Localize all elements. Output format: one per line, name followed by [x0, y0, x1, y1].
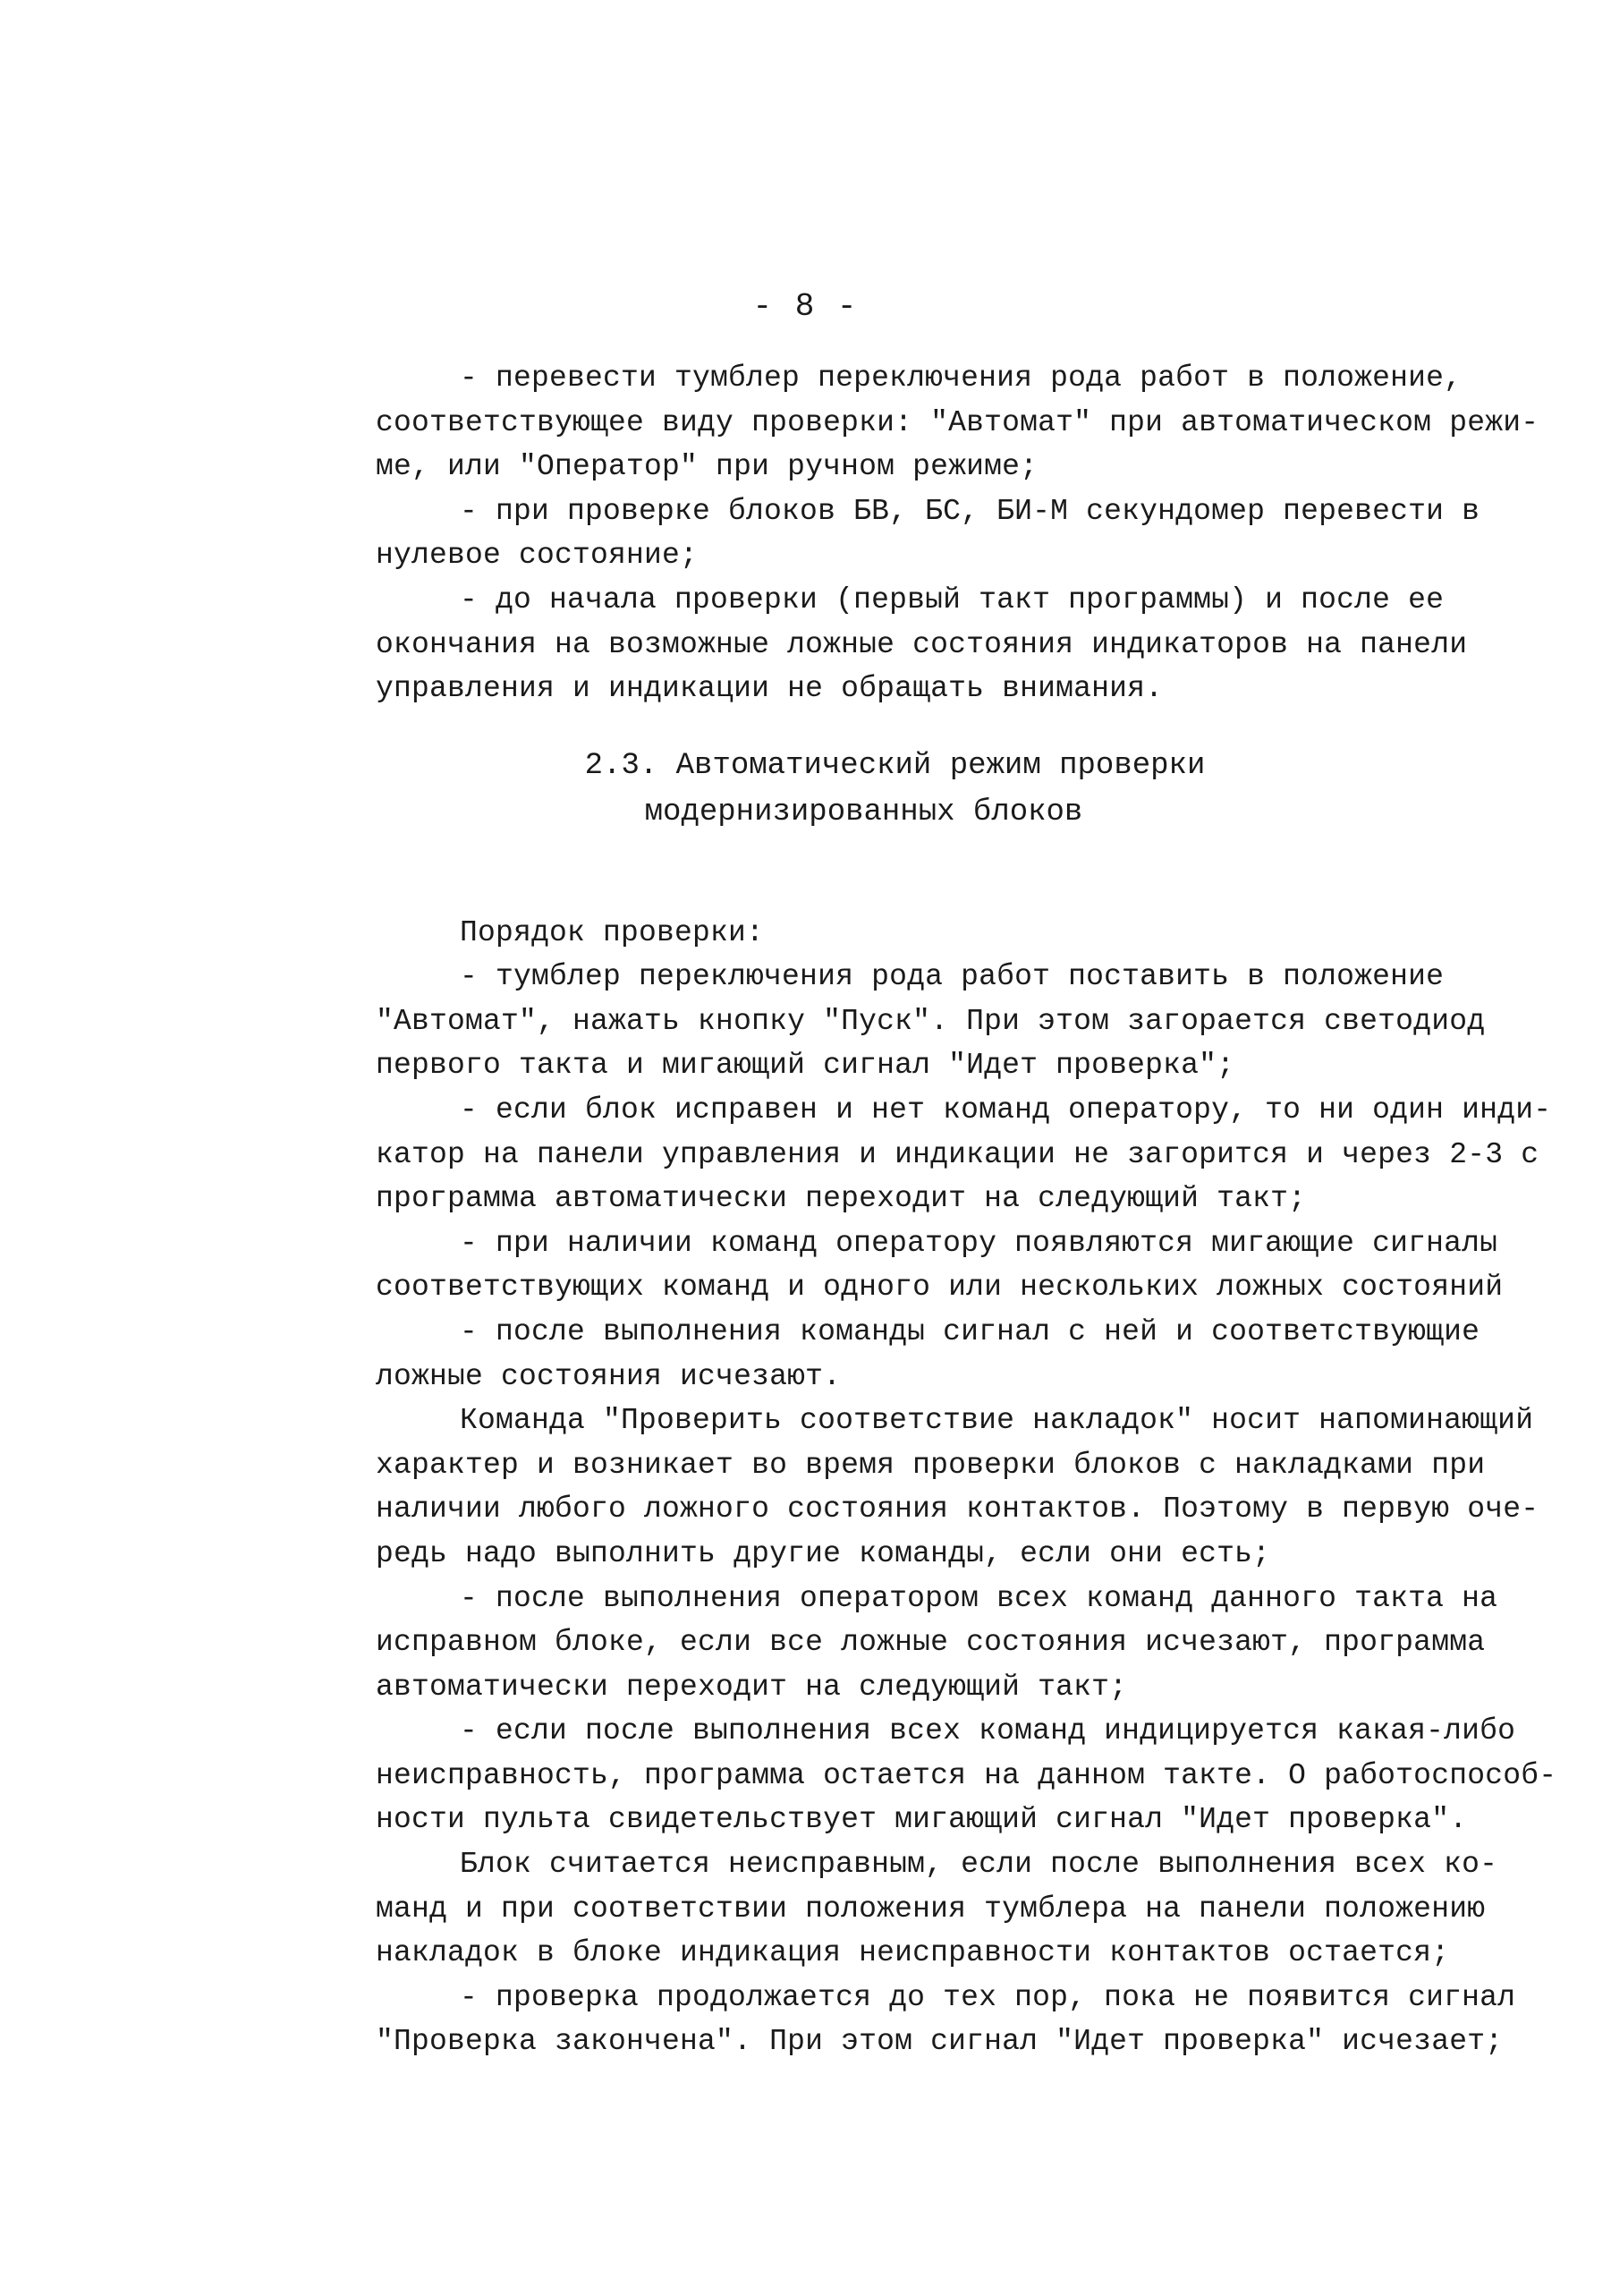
text-line: - тумблер переключения рода работ поставить в положение: [460, 960, 1445, 994]
text-line: ложные состояния исчезают.: [376, 1359, 842, 1393]
text-line: автоматически переходит на следующий такт;: [376, 1670, 1128, 1704]
blank-line: [376, 866, 1512, 911]
text-line: характер и возникает во время проверки блоков с накладками при: [376, 1448, 1486, 1482]
text-line: управления и индикации не обращать внимания.: [376, 672, 1164, 706]
text-line: нулевое состояние;: [376, 539, 699, 573]
text-line: - при наличии команд оператору появляются мигающие сигналы: [460, 1226, 1498, 1260]
text-line: ме, или "Оператор" при ручном режиме;: [376, 450, 1039, 484]
text-line: - если после выполнения всех команд индицируется какая-либо: [460, 1714, 1516, 1748]
text-line: соответствующее виду проверки: "Автомат" при автоматическом режи-: [376, 405, 1539, 439]
page-number: - 8 -: [752, 288, 859, 325]
text-line: - если блок исправен и нет команд оператору, то ни один инди-: [460, 1093, 1552, 1127]
text-line: программа автоматически переходит на следующий такт;: [376, 1182, 1307, 1216]
text-line: - после выполнения команды сигнал с ней и соответствующие: [460, 1314, 1480, 1348]
text-line: катор на панели управления и индикации не загорится и через 2-3 с: [376, 1137, 1539, 1171]
text-line: - перевести тумблер переключения рода работ в положение,: [460, 361, 1463, 395]
section-heading: [0, 743, 1611, 836]
text-line: окончания на возможные ложные состояния индикаторов на панели: [376, 627, 1468, 661]
text-line: Блок считается неисправным, если после выполнения всех ко-: [460, 1848, 1498, 1882]
paragraph-block-procedure: [376, 866, 1557, 2064]
text-line: ности пульта свидетельствует мигающий сигнал "Идет проверка".: [376, 1803, 1468, 1837]
text-line: накладок в блоке индикация неисправности контактов остается;: [376, 1936, 1450, 1970]
text-line: наличии любого ложного состояния контактов. Поэтому в первую оче-: [376, 1492, 1539, 1526]
procedure-label: Порядок проверки:: [460, 915, 765, 949]
text-line: "Проверка закончена". При этом сигнал "Идет проверка" исчезает;: [376, 2025, 1504, 2059]
text-line: исправном блоке, если все ложные состояния исчезают, программа: [376, 1626, 1486, 1660]
text-line: редь надо выполнить другие команды, если они есть;: [376, 1536, 1271, 1570]
text-line: "Автомат", нажать кнопку "Пуск". При этом загорается светодиод: [376, 1004, 1486, 1038]
text-line: - при проверке блоков БВ, БС, БИ-М секундомер перевести в: [460, 494, 1480, 528]
text-line: - проверка продолжается до тех пор, пока не появится сигнал: [460, 1980, 1516, 2014]
text-line: Команда "Проверить соответствие накладок" носит напоминающий: [460, 1404, 1534, 1438]
text-line: манд и при соответствии положения тумблера на панели положению: [376, 1892, 1486, 1926]
text-line: неисправность, программа остается на данном такте. О работоспособ-: [376, 1758, 1557, 1792]
text-line: - после выполнения оператором всех команд данного такта на: [460, 1581, 1498, 1615]
section-heading-line-2: модернизированных блоков: [644, 795, 1083, 829]
text-line: - до начала проверки (первый такт программы) и после ее: [460, 583, 1445, 617]
text-line: соответствующих команд и одного или нескольких ложных состояний: [376, 1271, 1504, 1305]
text-line: первого такта и мигающий сигнал "Идет проверка";: [376, 1049, 1235, 1083]
section-heading-line-1: 2.3. Автоматический режим проверки: [584, 749, 1206, 783]
paragraph-block-setup: [376, 356, 1539, 711]
